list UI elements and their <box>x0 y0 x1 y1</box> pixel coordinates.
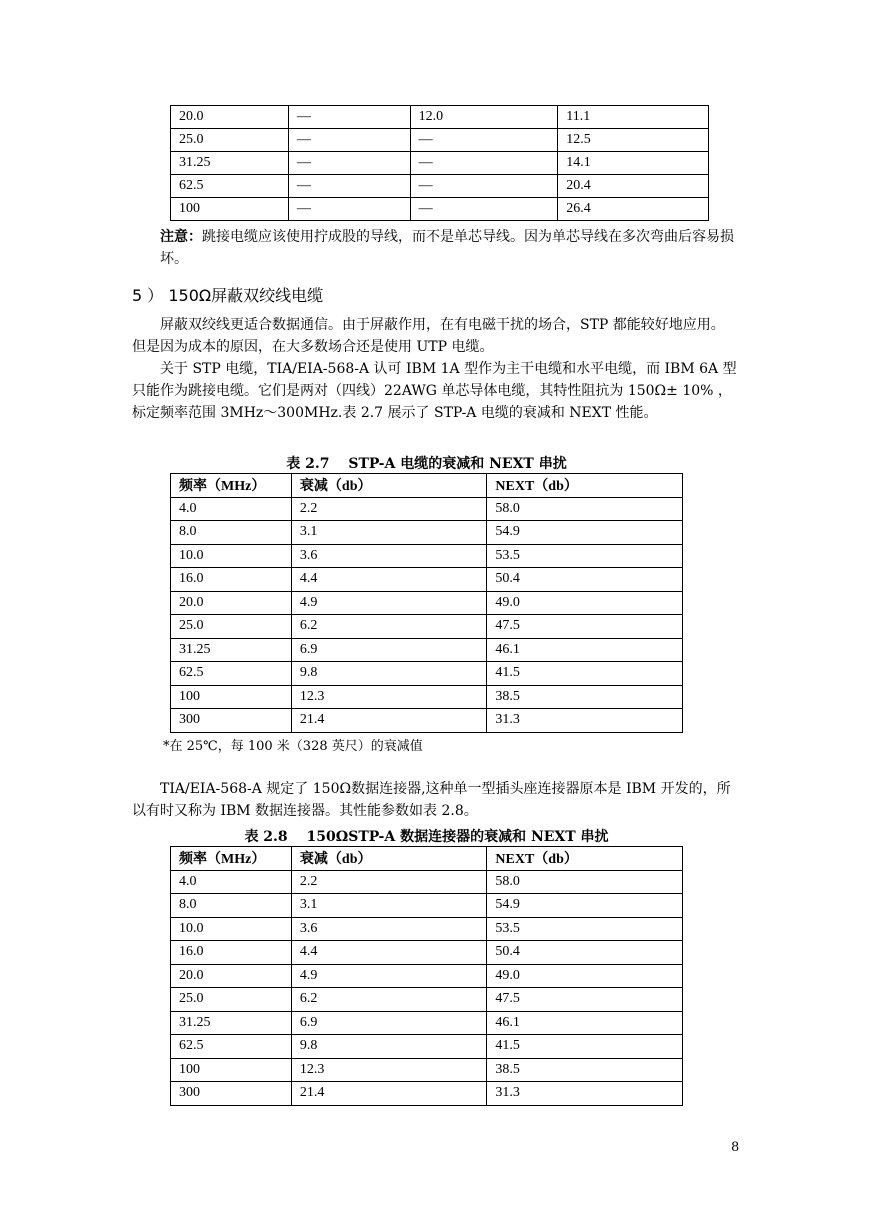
table-cell: 25.0 <box>171 129 289 152</box>
table-2-7-footnote: *在 25℃，每 100 米（328 英尺）的衰减值 <box>163 739 423 754</box>
table-cell: 38.5 <box>487 1058 683 1082</box>
table-cell: 20.4 <box>558 175 709 198</box>
table-row <box>171 685 683 709</box>
table-row <box>171 129 709 152</box>
table-cell: 20.0 <box>171 591 292 615</box>
table-cell: 46.1 <box>487 1011 683 1035</box>
table-cell: 6.2 <box>291 615 487 639</box>
table-cell: 47.5 <box>487 988 683 1012</box>
table-row <box>171 1011 683 1035</box>
table-cell: 38.5 <box>487 685 683 709</box>
table-cell: 4.4 <box>291 568 487 592</box>
note-text: 跳接电缆应该使用拧成股的导线，而不是单芯导线。因为单芯导线在多次弯曲后容易损坏。 <box>160 229 734 267</box>
table-cell: 62.5 <box>171 662 292 686</box>
table-cell: 8.0 <box>171 521 292 545</box>
table-cell: 21.4 <box>291 1082 487 1106</box>
table-cell: 6.9 <box>291 638 487 662</box>
table-row <box>171 497 683 521</box>
table-row <box>171 152 709 175</box>
table-cell: 3.6 <box>291 917 487 941</box>
continued-table-body <box>171 106 709 221</box>
table-cell: 50.4 <box>487 941 683 965</box>
table-header-row <box>171 847 683 871</box>
section-heading: 5 ） 150Ω屏蔽双绞线电缆 <box>132 286 324 305</box>
table-cell: 3.1 <box>291 521 487 545</box>
table-cell: 11.1 <box>558 106 709 129</box>
table-cell: 6.9 <box>291 1011 487 1035</box>
table-cell: 53.5 <box>487 917 683 941</box>
table-cell: 12.0 <box>410 106 558 129</box>
table-cell: — <box>288 106 410 129</box>
note <box>160 226 740 270</box>
page-number: 8 <box>731 1140 740 1155</box>
table-cell: 31.25 <box>171 638 292 662</box>
table-row <box>171 870 683 894</box>
table-row <box>171 1035 683 1059</box>
table-cell: — <box>410 129 558 152</box>
table-2-7-header <box>171 474 683 498</box>
table-cell: 12.5 <box>558 129 709 152</box>
table-cell: 9.8 <box>291 662 487 686</box>
continued-table <box>170 105 709 221</box>
table-row <box>171 638 683 662</box>
table-cell: 4.9 <box>291 591 487 615</box>
table-cell: 50.4 <box>487 568 683 592</box>
table-cell: 31.25 <box>171 152 289 175</box>
table-cell: 14.1 <box>558 152 709 175</box>
table-row <box>171 1082 683 1106</box>
table-cell: 31.3 <box>487 709 683 733</box>
table-cell: 100 <box>171 198 289 221</box>
column-header-attenuation: 衰减（db） <box>291 847 487 871</box>
table-row <box>171 917 683 941</box>
table-cell: 10.0 <box>171 917 292 941</box>
table-row <box>171 1058 683 1082</box>
table-row <box>171 106 709 129</box>
table-row <box>171 709 683 733</box>
table-cell: 62.5 <box>171 175 289 198</box>
table-row <box>171 175 709 198</box>
table-row <box>171 894 683 918</box>
table-cell: 25.0 <box>171 988 292 1012</box>
table-cell: 62.5 <box>171 1035 292 1059</box>
paragraph-connector: TIA/EIA-568-A 规定了 150Ω数据连接器,这种单一型插头座连接器原本是 IBM 开发的，所以有时又称为 IBM 数据连接器。其性能参数如表 2.8。 <box>132 781 731 819</box>
table-cell: 25.0 <box>171 615 292 639</box>
paragraph-stp-intro: 屏蔽双绞线更适合数据通信。由于屏蔽作用，在有电磁干扰的场合，STP 都能较好地应用。但是因为成本的原因，在大多数场合还是使用 UTP 电缆。 <box>132 317 725 355</box>
table-cell: 3.1 <box>291 894 487 918</box>
table-cell: 4.0 <box>171 497 292 521</box>
table-cell: 31.3 <box>487 1082 683 1106</box>
table-row <box>171 615 683 639</box>
table-cell: 300 <box>171 1082 292 1106</box>
table-cell: 4.4 <box>291 941 487 965</box>
table-2-7 <box>170 473 683 733</box>
table-cell: — <box>288 152 410 175</box>
table-cell: 4.0 <box>171 870 292 894</box>
table-cell: 2.2 <box>291 497 487 521</box>
table-header-row <box>171 474 683 498</box>
table-row <box>171 568 683 592</box>
column-header-frequency: 频率（MHz） <box>171 847 292 871</box>
table-cell: 21.4 <box>291 709 487 733</box>
table-cell: 58.0 <box>487 870 683 894</box>
table-cell: 9.8 <box>291 1035 487 1059</box>
table-cell: 3.6 <box>291 544 487 568</box>
table-row <box>171 591 683 615</box>
table-cell: 49.0 <box>487 591 683 615</box>
note-label: 注意： <box>160 229 202 245</box>
table-cell: 26.4 <box>558 198 709 221</box>
table-row <box>171 198 709 221</box>
table-cell: — <box>410 152 558 175</box>
table-2-8-header <box>171 847 683 871</box>
table-cell: 10.0 <box>171 544 292 568</box>
column-header-attenuation: 衰减（db） <box>291 474 487 498</box>
table-cell: 20.0 <box>171 106 289 129</box>
table-cell: 12.3 <box>291 1058 487 1082</box>
table-cell: 31.25 <box>171 1011 292 1035</box>
table-cell: 41.5 <box>487 1035 683 1059</box>
column-header-next: NEXT（db） <box>487 847 683 871</box>
table-cell: — <box>288 129 410 152</box>
table-cell: — <box>410 175 558 198</box>
table-row <box>171 544 683 568</box>
table-cell: 58.0 <box>487 497 683 521</box>
table-cell: 12.3 <box>291 685 487 709</box>
table-cell: 100 <box>171 685 292 709</box>
table-cell: 2.2 <box>291 870 487 894</box>
table-cell: 46.1 <box>487 638 683 662</box>
table-cell: 54.9 <box>487 894 683 918</box>
paragraph-stp-cable: 关于 STP 电缆，TIA/EIA-568-A 认可 IBM 1A 型作为主干电缆和水平电缆，而 IBM 6A 型只能作为跳接电缆。它们是两对（四线）22AWG 单芯导体电缆，其特性阻抗为 150Ω± 10% ，标定频率范围 3MHz～300MHz.表 2.7 展示了 STP-A 电缆的衰减和 NEXT 性能。 <box>132 361 737 421</box>
table-cell: 300 <box>171 709 292 733</box>
column-header-next: NEXT（db） <box>487 474 683 498</box>
table-cell: 100 <box>171 1058 292 1082</box>
table-row <box>171 964 683 988</box>
table-row <box>171 662 683 686</box>
table-row <box>171 521 683 545</box>
table-2-7-body <box>171 497 683 732</box>
table-cell: 54.9 <box>487 521 683 545</box>
table-2-8-body <box>171 870 683 1105</box>
table-cell: — <box>288 175 410 198</box>
table-2-7-caption: 表 2.7 STP-A 电缆的衰减和 NEXT 串扰 <box>286 456 567 472</box>
table-cell: 4.9 <box>291 964 487 988</box>
table-cell: 16.0 <box>171 941 292 965</box>
column-header-frequency: 频率（MHz） <box>171 474 292 498</box>
table-cell: 49.0 <box>487 964 683 988</box>
table-cell: — <box>410 198 558 221</box>
table-row <box>171 988 683 1012</box>
table-2-8-caption: 表 2.8 150ΩSTP-A 数据连接器的衰减和 NEXT 串扰 <box>244 829 609 845</box>
table-cell: 47.5 <box>487 615 683 639</box>
table-cell: 8.0 <box>171 894 292 918</box>
table-cell: 6.2 <box>291 988 487 1012</box>
table-row <box>171 941 683 965</box>
table-cell: 20.0 <box>171 964 292 988</box>
table-cell: 41.5 <box>487 662 683 686</box>
table-cell: 16.0 <box>171 568 292 592</box>
table-cell: — <box>288 198 410 221</box>
table-2-8 <box>170 846 683 1106</box>
table-cell: 53.5 <box>487 544 683 568</box>
